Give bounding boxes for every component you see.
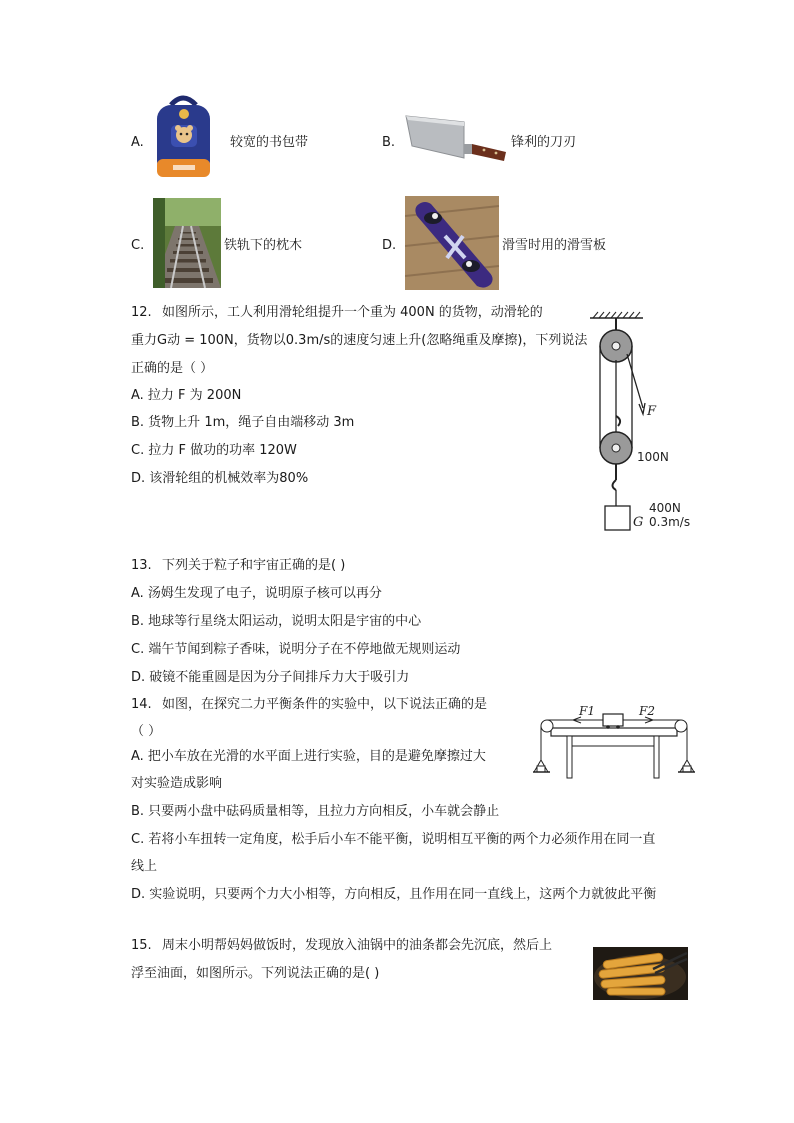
- q14-number: 14.: [131, 697, 152, 712]
- option-d-text: 滑雪时用的滑雪板: [502, 238, 607, 253]
- backpack-image: [151, 95, 216, 185]
- q13-option-c: C. 端午节闻到粽子香味，说明分子在不停地做无规则运动: [131, 642, 461, 657]
- load-weight-label: 400N: [649, 501, 681, 515]
- q12-stem-line1: 如图所示，工人利用滑轮组提升一个重为 400N 的货物，动滑轮的: [162, 305, 543, 320]
- q12-option-c: C. 拉力 F 做功的功率 120W: [131, 443, 297, 458]
- q12-option-b: B. 货物上升 1m，绳子自由端移动 3m: [131, 415, 355, 430]
- q14-stem: 如图，在探究二力平衡条件的实验中，以下说法正确的是: [162, 697, 488, 712]
- q13-number: 13.: [131, 558, 152, 573]
- option-c-text: 铁轨下的枕木: [224, 238, 303, 253]
- q12-stem-line3: 正确的是（ ）: [131, 361, 214, 376]
- q14-stem-paren: （ ）: [131, 724, 162, 739]
- railway-sleepers-image: [153, 198, 221, 288]
- force-f1-label: F1: [579, 704, 595, 718]
- q13-option-b: B. 地球等行星绕太阳运动，说明太阳是宇宙的中心: [131, 614, 422, 629]
- force-f2-label: F2: [639, 704, 655, 718]
- q13-option-a: A. 汤姆生发现了电子，说明原子核可以再分: [131, 586, 382, 601]
- q15-stem-line1: 周末小明帮妈妈做饭时，发现放入油锅中的油条都会先沉底，然后上: [162, 938, 553, 953]
- pulley-weight-label: 100N: [637, 450, 669, 464]
- q13-stem: 下列关于粒子和宇宙正确的是( ): [162, 558, 346, 573]
- q14-option-a-line2: 对实验造成影响: [131, 776, 223, 791]
- q12-option-d: D. 该滑轮组的机械效率为80%: [131, 471, 309, 486]
- q15-number: 15.: [131, 938, 152, 953]
- q14-option-b: B. 只要两小盘中砝码质量相等，且拉力方向相反，小车就会静止: [131, 804, 500, 819]
- q14-option-d: D. 实验说明，只要两个力大小相等，方向相反，且作用在同一直线上，这两个力就彼此平衡: [131, 887, 657, 902]
- pulley-system-diagram: [585, 308, 700, 538]
- q12-option-a: A. 拉力 F 为 200N: [131, 388, 242, 403]
- q14-option-c-line2: 线上: [131, 859, 158, 874]
- option-c-letter: C.: [131, 238, 145, 253]
- q12-stem-line2: 重力G动 = 100N，货物以0.3m/s的速度匀速上升(忽略绳重及摩擦)，下列说法: [131, 333, 588, 348]
- load-g-label: G: [633, 515, 644, 530]
- q14-option-c-line1: C. 若将小车扭转一定角度，松手后小车不能平衡，说明相互平衡的两个力必须作用在同一直: [131, 832, 656, 847]
- option-a-text: 较宽的书包带: [230, 135, 309, 150]
- option-b-text: 锋利的刀刃: [511, 135, 577, 150]
- q14-option-a-line1: A. 把小车放在光滑的水平面上进行实验，目的是避免摩擦过大: [131, 749, 486, 764]
- load-speed-label: 0.3m/s: [649, 515, 691, 529]
- option-a-letter: A.: [131, 135, 144, 150]
- two-force-balance-diagram: [533, 700, 695, 782]
- fried-dough-sticks-image: [593, 947, 688, 1000]
- q15-stem-line2: 浮至油面，如图所示。下列说法正确的是( ): [131, 966, 380, 981]
- q13-option-d: D. 破镜不能重圆是因为分子间排斥力大于吸引力: [131, 670, 410, 685]
- knife-image: [402, 108, 507, 166]
- option-b-letter: B.: [382, 135, 396, 150]
- snowboard-image: [405, 196, 499, 290]
- q12-number: 12.: [131, 305, 152, 320]
- option-d-letter: D.: [382, 238, 397, 253]
- force-f-label: F: [647, 404, 657, 419]
